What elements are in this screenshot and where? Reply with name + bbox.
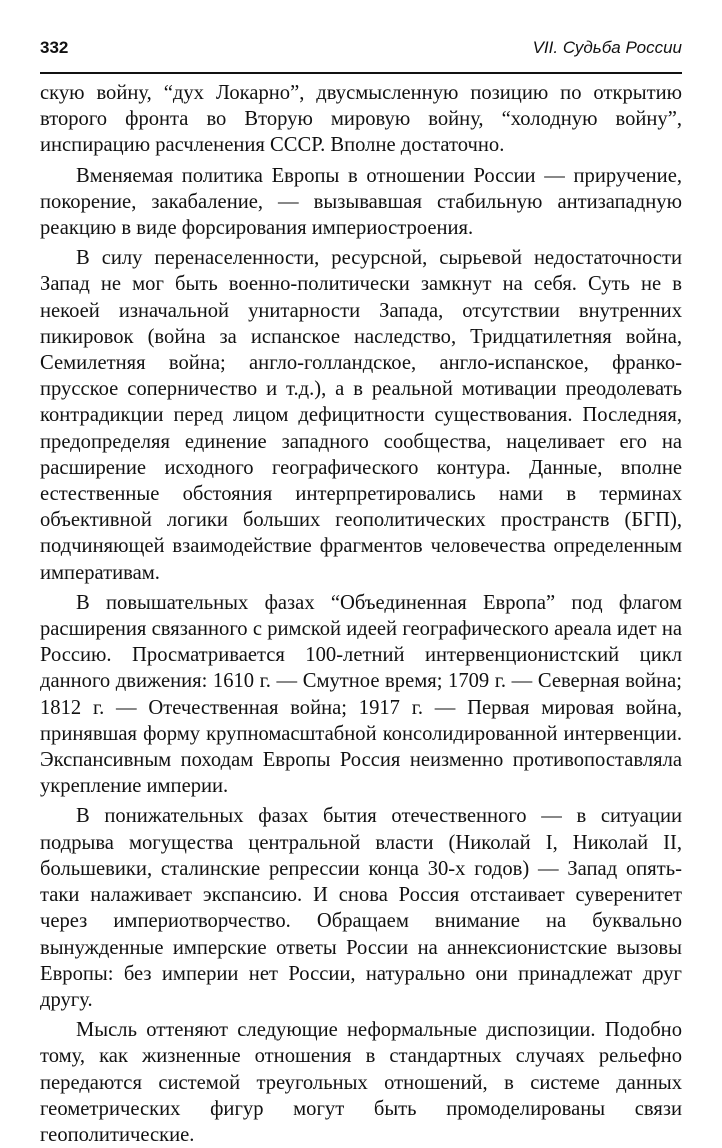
- header-rule: [40, 72, 682, 74]
- paragraph-continued: скую войну, “дух Локарно”, двусмысленную позицию по открытию второго фронта во Вторую мировую войну, “холодную войну”, инспирацию расчленения СССР. Вполне достаточно.: [40, 82, 682, 157]
- page-number: 332: [40, 38, 69, 57]
- paragraph: Мысль оттеняют следующие неформальные диспозиции. Подобно тому, как жизненные отношения в стандартных случаях рельефно передаются системой треугольных отношений, в системе данных геометрических фигур могут быть промоделированы связи геополитические.: [40, 1019, 682, 1146]
- page-header: [40, 38, 682, 72]
- running-title: VII. Судьба России: [532, 38, 682, 57]
- paragraph: В повышательных фазах “Объединенная Европа” под флагом расширения связанного с римской идеей географического ареала идет на Россию. Просматривается 100-летний интервенционистский цикл данного движения: 1610 г. — Смутное время; 1709 г. — Северная война; 1812 г. — Отечественная война; 1917 г. — Первая мировая война, принявшая форму крупномасштабной консолидированной интервенции. Экспансивным походам Европы Россия неизменно противопоставляла укрепление империи.: [40, 591, 682, 798]
- paragraph: В понижательных фазах бытия отечественного — в ситуации подрыва могущества центральной власти (Николай I, Николай II, большевики, сталинские репрессии конца 30-х годов) — Запад опять-таки налаживает экспансию. И снова Россия отстаивает суверенитет через империотворчество. Обращаем внимание на буквально вынужденные имперские ответы России на аннексионистские вызовы Европы: без империи нет России, натурально они принадлежат друг другу.: [40, 805, 682, 1011]
- paragraph: В силу перенаселенности, ресурсной, сырьевой недостаточности Запад не мог быть военно-политически замкнут на себя. Суть не в некоей изначальной унитарности Запада, отсутствии внутренних пикировок (война за испанское наследство, Тридцатилетняя война, Семилетняя война; англо-голландское, англо-испанское, франко-прусское соперничество и т.д.), а в реальной мотивации преодолевать контрадикции перед лицом дефицитности существования. Последняя, предопределяя единение западного сообщества, нацеливает его на расширение исходного географического контура. Данные, вполне естественные обстояния интерпретировались нами в терминах объективной логики больших геополитических пространств (БГП), подчиняющей взаимодействие фрагментов человечества определенным императивам.: [40, 247, 682, 584]
- paragraph: Вменяемая политика Европы в отношении России — приручение, покорение, закабаление, — вызывавшая стабильную антизападную реакцию в виде форсирования империостроения.: [40, 164, 682, 240]
- body-text: [40, 80, 682, 1148]
